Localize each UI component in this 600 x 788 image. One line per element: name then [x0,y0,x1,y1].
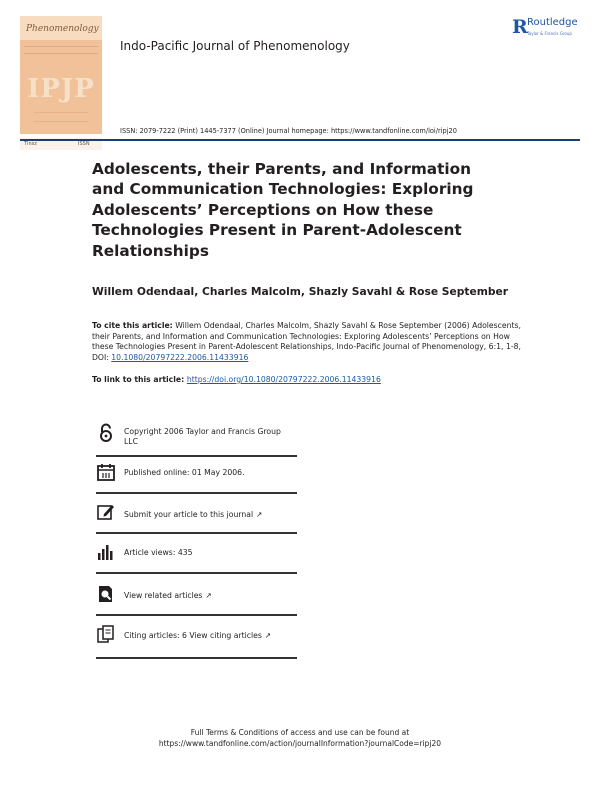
cover-rule [24,46,98,54]
citation-text: Willem Odendaal, Charles Malcolm, Shazly Savahl & Rose September (2006) Adolescents, their Parents, and Information and Communication Technologies: Exploring Adolescents’ Perceptions on How these Technologies Present in Parent-Adolescent Relationships, Indo-Pacific Journal of Phenomenology, 6:1, 1-8, DOI: [92,321,521,362]
routledge-logo [512,17,584,41]
cover-logo: IPJP [27,74,95,104]
external-link-icon: ↗ [205,591,212,600]
divider [96,572,297,574]
journal-homepage-link[interactable]: https://www.tandfonline.com/loi/ripj20 [330,127,457,135]
divider [96,532,297,534]
submit-label[interactable]: Submit your article to this journal [124,510,254,519]
citation-doi-link[interactable]: 10.1080/20797222.2006.11433916 [111,352,249,362]
published-item [96,462,297,484]
divider [96,614,297,616]
views-item [96,542,297,564]
published-text: Published online: 01 May 2006. [124,468,245,477]
document-search-icon [96,584,116,604]
submit-text[interactable] [124,510,262,520]
divider [96,455,297,457]
edit-pencil-icon [96,502,116,522]
citing-item[interactable] [96,624,297,646]
link-label: To link to this article: [92,375,187,384]
related-item[interactable] [96,584,297,606]
cover-journal-script: Phenomenology [26,24,99,34]
terms-line: Full Terms & Conditions of access and use can be found at [190,728,410,737]
views-text: Article views: 435 [124,548,193,557]
copyright-item [96,423,297,453]
citation-pages-icon [96,624,116,644]
calendar-icon [96,462,116,482]
divider [96,657,297,659]
issn-text: ISSN: 2079-7222 (Print) 1445-7377 (Online) Journal homepage: [120,127,331,135]
external-link-icon: ↗ [264,631,272,640]
routledge-r-icon: R [512,16,528,38]
article-title: Adolescents, their Parents, and Information and Communication Technologies: Exploring Adolescents’ Perceptions on How these Technologies Present in Parent-Adolescent Relationships [92,160,474,260]
related-label[interactable]: View related articles [124,591,203,600]
cover-rule-lower [34,112,88,122]
article-link-line [92,375,381,384]
journal-name: Indo-Pacific Journal of Phenomenology [120,39,350,53]
article-doi-link[interactable]: https://doi.org/10.1080/20797222.2006.11433916 [186,375,381,384]
terms-footer [0,727,600,749]
publisher-name: Routledge [527,17,578,28]
submit-item[interactable] [96,502,297,524]
citation-label: To cite this article: [92,321,173,330]
publisher-tagline: Taylor & Francis Group [527,31,572,36]
citation-block [92,321,532,363]
open-access-lock-icon [96,423,116,443]
external-link-icon: ↗ [256,510,263,519]
journal-cover [20,16,102,147]
related-text[interactable] [124,591,212,601]
citing-text[interactable] [124,631,271,641]
cover-footer-left: Tlnsz [24,141,37,147]
citing-label[interactable]: Citing articles: 6 View citing articles [124,631,262,640]
bar-chart-icon [96,542,116,562]
divider [96,492,297,494]
copyright-text: Copyright 2006 Taylor and Francis Group LLC [124,427,281,446]
header-divider [20,139,580,141]
terms-link[interactable]: https://www.tandfonline.com/action/journalInformation?journalCode=ripj20 [158,739,442,748]
cover-footer-right: ISSN [78,141,90,147]
article-authors: Willem Odendaal, Charles Malcolm, Shazly Savahl & Rose September [92,285,509,298]
issn-line [120,127,457,135]
